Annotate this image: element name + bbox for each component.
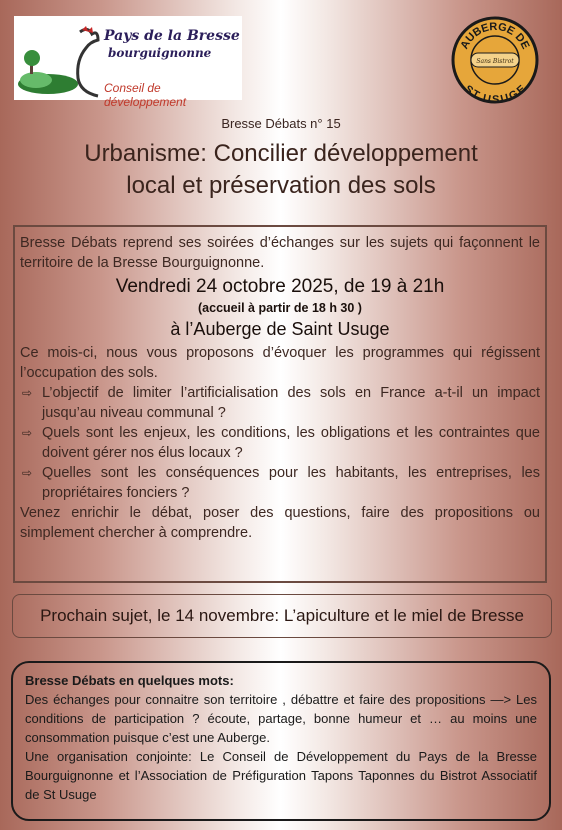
about-paragraph-2: Une organisation conjointe: Le Conseil de Développement du Pays de la Bresse Bourguignonne et l’Association de Préfiguration Tapons Taponnes du Bistrot Associatif de St Usuge — [25, 749, 537, 802]
page-title — [0, 138, 562, 202]
logo-line-3: Conseil de développement — [104, 81, 187, 109]
next-topic-text: Prochain sujet, le 14 novembre: L’apiculture et le miel de Bresse — [40, 606, 524, 625]
intro-text: Bresse Débats reprend ses soirées d’échanges sur les sujets qui façonnent le territoire de la Bresse Bourguignonne. — [20, 235, 540, 271]
lead-text: Ce mois-ci, nous vous proposons d’évoquer les programmes qui régissent l’occupation des sols. — [20, 345, 540, 381]
badge-center-text: Sans Bistrot — [476, 58, 514, 65]
event-place: à l’Auberge de Saint Usuge — [170, 319, 390, 339]
arrow-right-icon: ⇨ — [22, 466, 33, 480]
closing-text: Venez enrichir le débat, poser des questions, faire des propositions ou simplement chercher à comprendre. — [20, 505, 540, 541]
next-topic-box — [12, 594, 552, 638]
badge-top-text: AUBERGE DE — [458, 20, 532, 52]
logo-line-2: bourguignonne — [108, 46, 212, 60]
arrow-right-icon: ⇨ — [22, 426, 33, 440]
auberge-badge-icon — [451, 16, 539, 104]
rooster-hills-icon — [18, 26, 104, 98]
list-item: ⇨ L’objectif de limiter l’artificialisation des sols en France a-t-il un impact jusqu’au niveau communal ? — [22, 385, 540, 421]
kicker: Bresse Débats n° 15 — [221, 116, 341, 131]
event-details-box — [13, 225, 547, 583]
list-item: ⇨ Quelles sont les conséquences pour les habitants, les entreprises, les propriétaires fonciers ? — [22, 465, 540, 501]
about-paragraph-1: Des échanges pour connaitre son territoire , débattre et faire des propositions —> Les conditions de participation ? écoute, partage, bonne humeur et … au moins une consommation puisque c’est une Auberge. — [25, 692, 537, 745]
arrow-right-icon: ⇨ — [22, 386, 33, 400]
event-date: Vendredi 24 octobre 2025, de 19 à 21h — [115, 276, 445, 297]
conseil-logo — [14, 16, 242, 109]
badge-bottom-text: ST USUGE — [461, 83, 529, 104]
logo-line-1: Pays de la Bresse — [104, 28, 240, 44]
title-line-2: local et préservation des sols — [126, 172, 436, 199]
title-line-1: Urbanisme: Concilier développement — [84, 140, 478, 167]
about-box — [11, 661, 551, 821]
welcome-time: (accueil à partir de 18 h 30 ) — [198, 301, 362, 315]
question-list — [20, 383, 540, 503]
about-heading: Bresse Débats en quelques mots: — [25, 673, 234, 688]
list-item: ⇨ Quels sont les enjeux, les conditions, les obligations et les contraintes que doivent gérer nos élus locaux ? — [22, 425, 540, 461]
